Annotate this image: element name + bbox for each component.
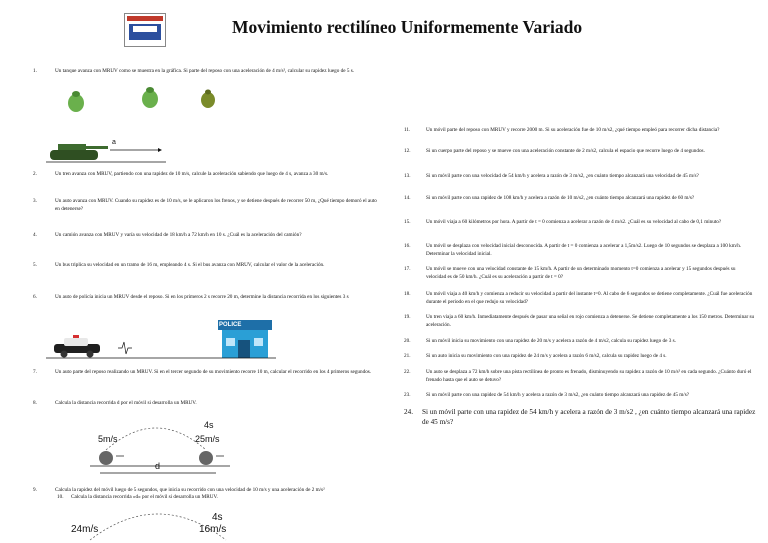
tank-treads: [50, 150, 98, 160]
question-22: 22. Un auto se desplaza a 72 km/h sobre una pista rectilínea de pronto es frenado, disminuyendo su rapidez a razón de 10 m/s² en cada segundo. ¿Cuánto duró el frenado hasta que el auto se detuvo?: [404, 369, 752, 383]
money-bag-icon: [201, 90, 215, 109]
police-sign: POLICE: [219, 322, 242, 328]
question-18: 18. Un móvil viaja a 40 km/h y comienza a reducir su velocidad a partir del instante t=0. Al cabo de 6 segundos se detiene completamente. ¿Cuál fue aceleración durante el periodo en el que redujo su velocidad?: [404, 291, 753, 305]
question-23: 23. Si un móvil parte con una rapidez de 54 km/h y acelera a razón de 3 m/s2, ¿en cuánto tiempo alcanzará una rapidez de 45 m/s?: [404, 392, 690, 398]
q8-v1: 5m/s: [98, 434, 118, 444]
question-9: 9. Calcula la rapidez del móvil luego de 5 segundos, que inicia su recorrido con una velocidad de 10 m/s y una aceleración de 2 m/s²: [33, 487, 325, 493]
q8-distance: d: [155, 461, 161, 471]
question-14: 14. Si un móvil parte con una rapidez de 108 km/h y acelera a razón de 10 m/s2, ¿en cuánto tiempo alcanzará una rapidez de 60 m/s?: [404, 195, 695, 201]
question-10: 10. Calcula la distancia recorrida «d» por el móvil si desarrolla un MRUV.: [57, 494, 218, 500]
school-logo: [124, 13, 166, 47]
tank-cannon: [86, 146, 108, 149]
page-title: Movimiento rectilíneo Uniformemente Variado: [232, 17, 583, 37]
q8-ball-end: [199, 451, 213, 465]
logo-bar: [127, 16, 163, 21]
question-13: 13. Si un móvil parte con una velocidad de 54 km/h y acelera a razón de 3 m/s2, ¿en cuánto tiempo alcanzará una velocidad de 45 m/s?: [404, 173, 699, 179]
q8-ball-start: [99, 451, 113, 465]
question-12: 12. Si un cuerpo parte del reposo y se mueve con una aceleración constante de 2 m/s2, calcula el espacio que recorre luego de 4 segundos.: [404, 148, 705, 154]
question-7: 7. Un auto parte del reposo realizando un MRUV. Si en el tercer segundo de su movimiento recorre 10 m, calcular el recorrido en los 4 primeros segundos.: [33, 369, 372, 375]
question-1: 1. Un tanque avanza con MRUV como se muestra en la gráfica. Si parte del reposo con una aceleración de 4 m/s², calcular su rapidez luego de 5 s.: [33, 68, 355, 74]
police-car-icon: [54, 335, 100, 358]
q10-v2: 16m/s: [199, 524, 227, 535]
question-19: 19. Un tren viaja a 60 km/h. Inmediatamente después de pasar una señal en rojo comienza a detenerse. Se detiene completamente a los 150 metros. Determinar su aceleración.: [404, 314, 755, 328]
money-bag-icon: [142, 87, 158, 108]
question-17: 17. Un móvil se mueve con una velocidad constante de 15 km/h. A partir de un determinado momento t=0 comienza a acelerar y 15 segundos después su velocidad es de 50 km/h. ¿Cuál es su aceleración a partir de t = 0?: [404, 266, 736, 280]
logo-roof: [133, 26, 157, 32]
money-bags-figure: [64, 86, 224, 116]
q8-v2: 25m/s: [195, 434, 220, 444]
question-8: 8. Calcula la distancia recorrida d por el móvil si desarrolla un MRUV.: [33, 400, 197, 406]
question-6: 6. Un auto de policía inicia un MRUV desde el reposo. Si en los primeros 2 s recorre 20 m, determine la distancia recorrida en los siguientes 3 s: [33, 294, 349, 300]
question-21: 21. Si un auto inicia su movimiento con una rapidez de 24 m/s y acelera a razón 6 m/s2, calcula su rapidez luego de 4 s.: [404, 353, 667, 359]
tank-accel-label: a: [112, 139, 116, 146]
q8-time: 4s: [204, 420, 214, 430]
question-24: 24. Si un móvil parte con una rapidez de 54 km/h y acelera a razón de 3 m/s2 , ¿en cuánto tiempo alcanzará una rapidez de 45 m/s?: [404, 408, 756, 426]
question-4: 4. Un camión avanza con MRUV y varía su velocidad de 18 km/h a 72 km/h en 10 s. ¿Cuál es la aceleración del camión?: [33, 232, 302, 238]
q10-time: 4s: [212, 512, 223, 523]
question-2: 2. Un tren avanza con MRUV, partiendo con una rapidez de 10 m/s, calcule la aceleración sabiendo que luego de 4 s, avanza a 30 m/s.: [33, 171, 329, 177]
question-5: 5. Un bus triplica su velocidad en un tramo de 16 m, empleando 4 s. Si el bus avanza con MRUV, calcular el valor de la aceleración.: [33, 262, 325, 268]
police-figure: [46, 316, 276, 360]
q10-motion-diagram: [62, 500, 262, 543]
question-20: 20. Si un móvil inicia su movimiento con una rapidez de 20 m/s y acelera a razón de 4 m/s2, calcula su rapidez luego de 3 s.: [404, 338, 676, 344]
question-11: 11. Un móvil parte del reposo con MRUV y recorre 2000 m. Si su aceleración fue de 10 m/s2, ¿qué tiempo empleó para recorrer dicha distancia?: [404, 127, 720, 133]
q10-v1: 24m/s: [71, 524, 99, 535]
question-3: 3. Un auto avanza con MRUV. Cuando su rapidez es de 10 m/s, se le aplicaron los frenos, y se detiene después de recorrer 50 m, ¿Qué tiempo demoró el auto en detenerse?: [33, 198, 377, 212]
tank-figure: [46, 138, 166, 164]
question-15: 15. Un móvil viaja a 60 kilómetros por hora. A partir de t = 0 comienza a acelerar a razón de 4 m/s2. ¿Cuál es su velocidad al cabo de 0,1 minuto?: [404, 219, 722, 225]
question-16: 16. Un móvil se desplaza con velocidad inicial desconocida. A partir de t = 0 comienza a acelerar a 1,5m/s2. Luego de 10 segundos se desplaza a 100 km/h. Determinar la velocidad inicial.: [404, 243, 742, 257]
money-bag-icon: [68, 91, 84, 112]
